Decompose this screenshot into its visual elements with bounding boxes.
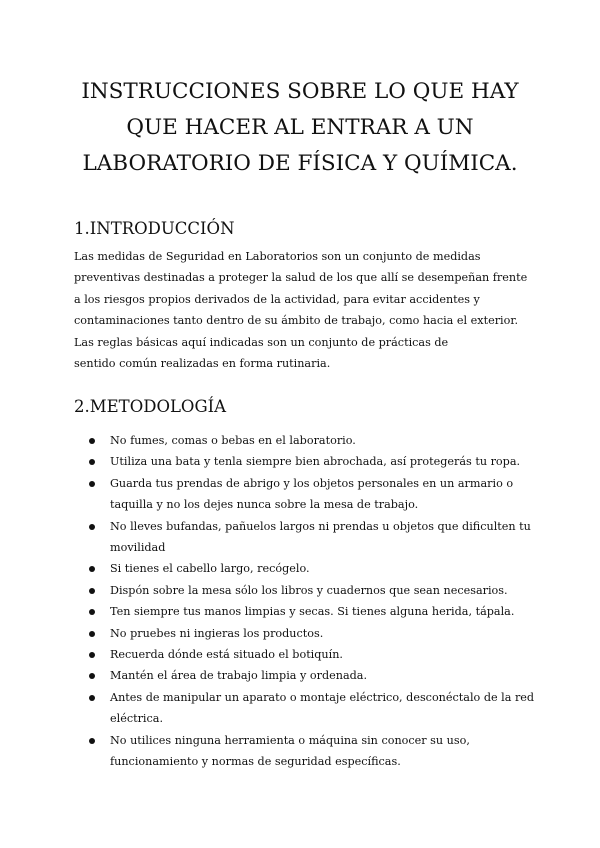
section-heading-metodologia: 2.METODOLOGÍA bbox=[74, 397, 227, 416]
bullet-icon bbox=[89, 566, 95, 572]
list-item-line: Antes de manipular un aparato o montaje eléctrico, desconéctalo de la red bbox=[110, 690, 535, 704]
paragraph-line: Las reglas básicas aquí indicadas son un conjunto de prácticas de bbox=[74, 335, 449, 349]
list-item-line: Guarda tus prendas de abrigo y los objetos personales en un armario o bbox=[110, 476, 514, 490]
list-item-line: No pruebes ni ingieras los productos. bbox=[110, 626, 324, 640]
title-line: LABORATORIO DE FÍSICA Y QUÍMICA. bbox=[82, 151, 518, 176]
list-item bbox=[74, 473, 544, 516]
title-line: INSTRUCCIONES SOBRE LO QUE HAY bbox=[81, 79, 519, 104]
bullet-icon bbox=[89, 459, 95, 465]
bullet-icon bbox=[89, 673, 95, 679]
paragraph-line: Las medidas de Seguridad en Laboratorios son un conjunto de medidas bbox=[74, 250, 481, 263]
paragraph-line: sentido común realizadas en forma rutinaria. bbox=[74, 357, 331, 371]
list-item bbox=[74, 430, 544, 451]
list-item-line: Dispón sobre la mesa sólo los libros y cuadernos que sean necesarios. bbox=[110, 583, 508, 597]
section-heading-introduccion: 1.INTRODUCCIÓN bbox=[74, 219, 235, 238]
list-item-line: Recuerda dónde está situado el botiquín. bbox=[110, 648, 343, 662]
list-item bbox=[74, 665, 544, 686]
bullet-icon bbox=[89, 481, 95, 487]
list-item bbox=[74, 516, 544, 559]
intro-paragraph bbox=[74, 246, 534, 374]
list-item bbox=[74, 558, 544, 579]
list-item-line: No utilices ninguna herramienta o máquina sin conocer su uso, bbox=[110, 733, 470, 747]
document-title bbox=[40, 74, 560, 182]
list-item-line: Si tienes el cabello largo, recógelo. bbox=[110, 562, 310, 576]
rules-list bbox=[74, 430, 544, 773]
list-item bbox=[74, 730, 544, 773]
list-item bbox=[74, 451, 544, 472]
list-item-line: taquilla y no los dejes nunca sobre la mesa de trabajo. bbox=[110, 498, 419, 512]
bullet-icon bbox=[89, 695, 95, 701]
list-item-line: eléctrica. bbox=[110, 712, 163, 726]
list-item bbox=[74, 687, 544, 730]
paragraph-line: contaminaciones tanto dentro de su ámbito de trabajo, como hacia el exterior. bbox=[74, 314, 519, 328]
list-item-line: Mantén el área de trabajo limpia y ordenada. bbox=[110, 669, 368, 683]
paragraph-line: a los riesgos propios derivados de la actividad, para evitar accidentes y bbox=[74, 292, 480, 306]
bullet-icon bbox=[89, 609, 95, 615]
bullet-icon bbox=[89, 588, 95, 594]
list-item-line: No lleves bufandas, pañuelos largos ni prendas u objetos que dificulten tu bbox=[110, 519, 531, 533]
bullet-icon bbox=[89, 524, 95, 530]
list-item-line: funcionamiento y normas de seguridad específicas. bbox=[110, 755, 401, 769]
title-line: QUE HACER AL ENTRAR A UN bbox=[126, 115, 474, 140]
paragraph-line: preventivas destinadas a proteger la salud de los que allí se desempeñan frente bbox=[74, 271, 528, 285]
bullet-icon bbox=[89, 652, 95, 658]
list-item bbox=[74, 601, 544, 622]
list-item-line: movilidad bbox=[110, 541, 166, 555]
list-item bbox=[74, 623, 544, 644]
bullet-icon bbox=[89, 438, 95, 444]
list-item-line: Utiliza una bata y tenla siempre bien abrochada, así protegerás tu ropa. bbox=[110, 455, 521, 469]
list-item-line: Ten siempre tus manos limpias y secas. Si tienes alguna herida, tápala. bbox=[110, 605, 515, 619]
list-item-line: No fumes, comas o bebas en el laboratorio. bbox=[110, 434, 356, 447]
bullet-icon bbox=[89, 631, 95, 637]
list-item bbox=[74, 580, 544, 601]
list-item bbox=[74, 644, 544, 665]
bullet-icon bbox=[89, 738, 95, 744]
